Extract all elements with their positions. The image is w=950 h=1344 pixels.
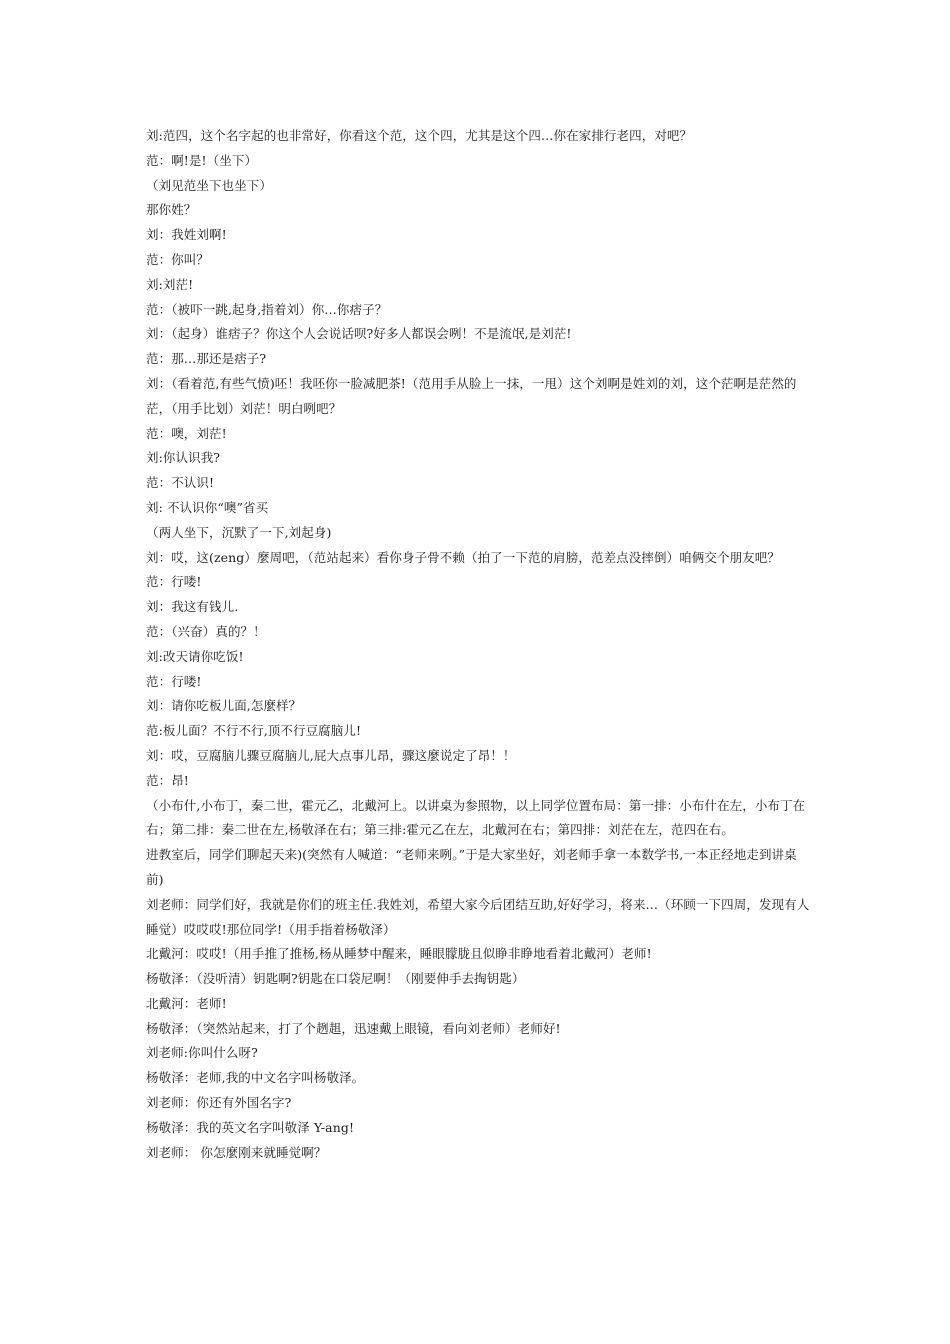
dialogue-line: 刘老师：同学们好，我就是你们的班主任.我姓刘，希望大家今后团结互助,好好学习，将来…（环顾一下四周，发现有人睡觉）哎哎哎!那位同学!（用手指着杨敬泽） xyxy=(146,896,810,937)
dialogue-line: 范：（被吓一跳,起身,指着刘）你…你痞子？ xyxy=(146,301,388,317)
dialogue-line: 刘：我姓刘啊! xyxy=(146,227,227,243)
dialogue-line: 杨敬泽：（没听清）钥匙啊?钥匙在口袋尼啊！（刚要伸手去掏钥匙） xyxy=(146,971,525,987)
dialogue-line: 刘：哎，这(zeng）麼周吧，（范站起来）看你身子骨不赖（拍了一下范的肩膀，范差点没摔倒）咱俩交个朋友吧？ xyxy=(146,549,780,565)
dialogue-line: 刘: 不认识你“噢”省买 xyxy=(146,499,269,515)
dialogue-line: 范：昂! xyxy=(146,772,189,788)
dialogue-line: 刘:范四，这个名字起的也非常好，你看这个范，这个四，尤其是这个四…你在家排行老四，对吧？ xyxy=(146,128,693,143)
dialogue-line: 范：行喽! xyxy=(146,673,202,689)
dialogue-line: 范:板儿面？不行不行,顶不行豆腐脑儿! xyxy=(146,723,362,739)
stage-direction: 进教室后，同学们聊起天来)(突然有人喊道：“老师来咧。”于是大家坐好，刘老师手拿一本数学书,一本正经地走到讲桌前) xyxy=(146,847,797,887)
dialogue-line: 范：啊!是!（坐下） xyxy=(146,152,258,168)
dialogue-line: 刘：（起身）谁痞子？你这个人会说话呗?好多人都误会咧！不是流氓,是刘茫! xyxy=(146,326,572,342)
dialogue-line: 刘：请你吃板儿面,怎麼样？ xyxy=(146,698,302,714)
dialogue-line: 刘：（看着范,有些气愤)呸！我呸你一脸减肥茶!（范用手从脸上一抹，一甩）这个刘啊是姓刘的刘，这个茫啊是茫然的茫，（用手比划）刘茫！明白咧吧？ xyxy=(146,375,797,416)
dialogue-line: 刘：哎，豆腐脑儿骤豆腐脑儿,屁大点事儿昂，骤这麼说定了昂！！ xyxy=(146,747,516,763)
dialogue-line: 范：行喽! xyxy=(146,574,202,590)
dialogue-line: 刘老师：你还有外国名字? xyxy=(146,1095,292,1111)
dialogue-line: 范：不认识! xyxy=(146,475,215,491)
dialogue-line: 范：（兴奋）真的？！ xyxy=(146,623,266,639)
dialogue-line: 范：你叫？ xyxy=(146,251,210,267)
dialogue-line: 北戴河：老师! xyxy=(146,995,227,1011)
dialogue-line: 刘老师： 你怎麼刚来就睡觉啊？ xyxy=(146,1144,327,1160)
dialogue-line: 刘:你认识我? xyxy=(146,450,221,466)
dialogue-line: 那你姓？ xyxy=(146,202,197,218)
dialogue-line: 杨敬泽：我的英文名字叫敬泽 Y-ang! xyxy=(146,1119,355,1135)
dialogue-line: 杨敬泽：老师,我的中文名字叫杨敬泽。 xyxy=(146,1070,365,1086)
script-body xyxy=(146,124,810,1165)
stage-direction: （小布什,小布丁，秦二世，霍元乙，北戴河上。以讲桌为参照物，以上同学位置布局：第一排：小布什在左，小布丁在右；第二排：秦二世在左,杨敬泽在右；第三排:霍元乙在左，北戴河在右；第四排：刘茫在左，范四在右。 xyxy=(146,797,806,838)
stage-direction: （刘见范坐下也坐下） xyxy=(146,177,273,193)
dialogue-line: 杨敬泽：（突然站起来，打了个趔趄，迅速戴上眼镜，看向刘老师）老师好! xyxy=(146,1020,561,1036)
dialogue-line: 范：噢，刘茫! xyxy=(146,425,227,441)
dialogue-line: 刘:刘茫! xyxy=(146,276,194,292)
stage-direction: （两人坐下，沉默了一下,刘起身) xyxy=(146,524,332,540)
dialogue-line: 刘:改天请你吃饭! xyxy=(146,648,244,664)
dialogue-line: 刘：我这有钱儿. xyxy=(146,599,239,615)
dialogue-line: 刘老师:你叫什么呀? xyxy=(146,1045,258,1061)
dialogue-line: 北戴河：哎哎!（用手推了推杨,杨从睡梦中醒来，睡眼朦胧且似睁非睁地看着北戴河）老师! xyxy=(146,946,652,962)
dialogue-line: 范：那…那还是痞子? xyxy=(146,351,267,367)
